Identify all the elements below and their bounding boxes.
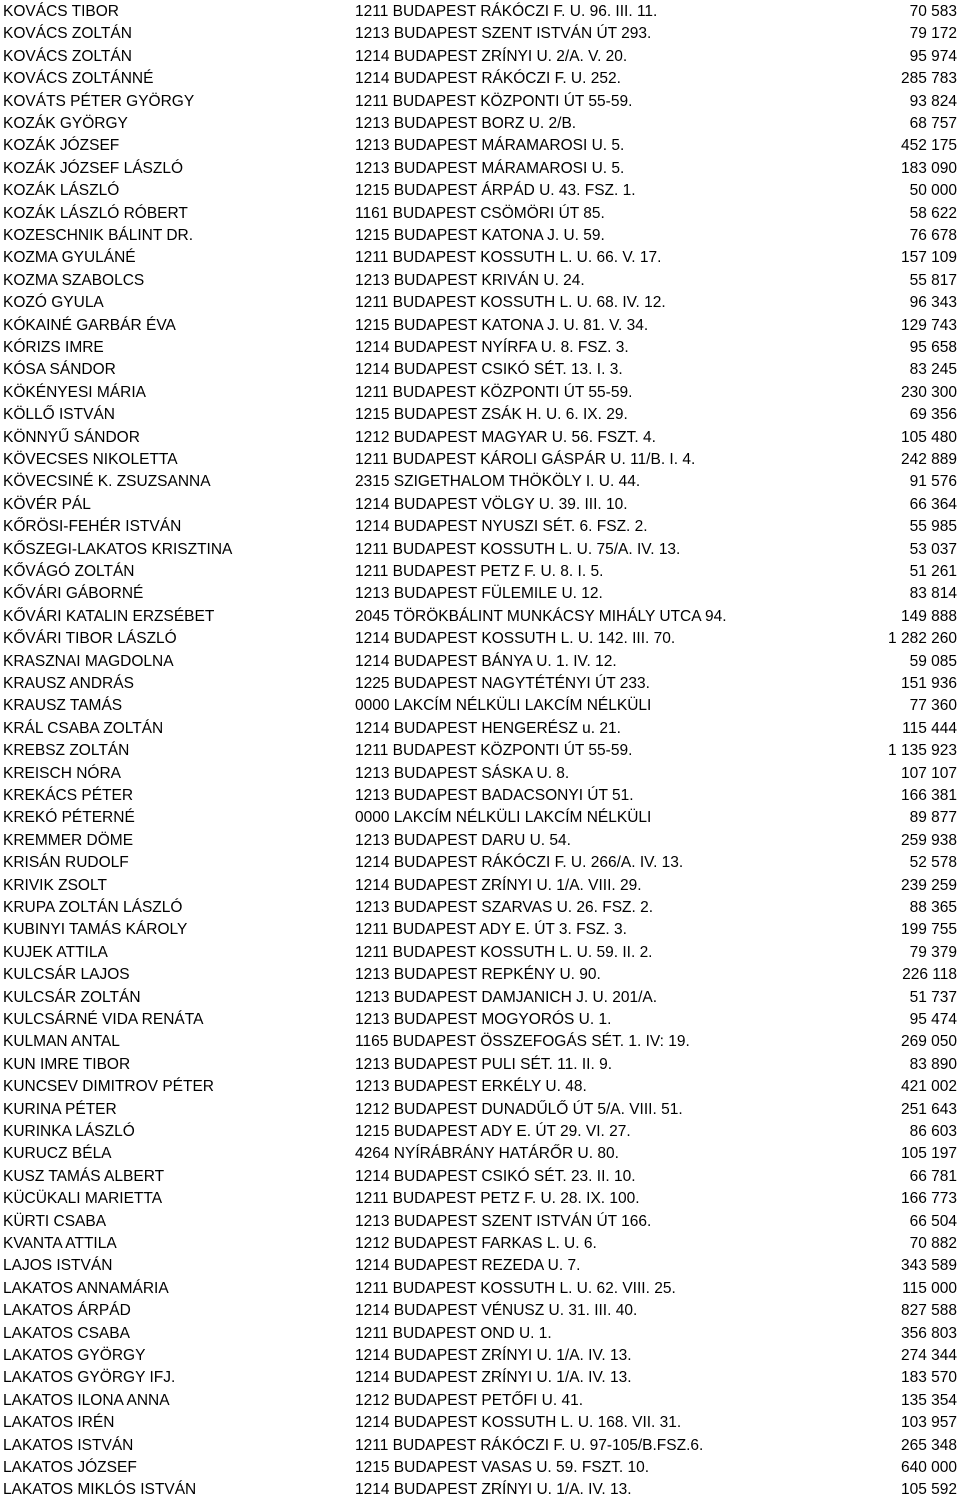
table-row <box>0 1412 960 1434</box>
address: 1225 BUDAPEST NAGYTÉTÉNYI ÚT 233. <box>355 675 650 692</box>
amount: 129 743 <box>900 316 957 334</box>
amount: 640 000 <box>900 1459 957 1476</box>
table-row <box>0 942 960 964</box>
address: 1211 BUDAPEST KÁROLI GÁSPÁR U. 11/B. I. 4. <box>355 451 696 468</box>
amount: 105 197 <box>900 1145 957 1163</box>
address: 1211 BUDAPEST KOSSUTH L. U. 68. IV. 12. <box>355 294 666 312</box>
table-row <box>0 830 960 852</box>
address: 1213 BUDAPEST ERKÉLY U. 48. <box>355 1078 587 1096</box>
amount: 1 282 260 <box>888 630 957 648</box>
table-row <box>0 1300 960 1322</box>
amount: 83 245 <box>909 361 957 379</box>
address: 1214 BUDAPEST CSIKÓ SÉT. 13. I. 3. <box>355 361 623 379</box>
address: 1211 BUDAPEST PETZ F. U. 28. IX. 100. <box>355 1190 640 1208</box>
amount: 421 002 <box>900 1078 957 1096</box>
person-name: KURINA PÉTER <box>3 1100 117 1118</box>
person-name: KULCSÁRNÉ VIDA RENÁTA <box>3 1011 204 1028</box>
person-name: LAKATOS ISTVÁN <box>3 1436 134 1454</box>
person-name: LAKATOS IRÉN <box>3 1414 115 1432</box>
person-name: KOZÁK JÓZSEF <box>3 137 120 155</box>
amount: 50 000 <box>909 182 957 200</box>
table-row <box>0 606 960 628</box>
address: 1211 BUDAPEST OND U. 1. <box>355 1324 552 1342</box>
address: 1213 BUDAPEST BORZ U. 2/B. <box>355 115 577 132</box>
amount: 66 504 <box>909 1212 957 1230</box>
address: 1211 BUDAPEST KOSSUTH L. U. 59. II. 2. <box>355 943 653 961</box>
address: 1211 BUDAPEST KOSSUTH L. U. 62. VIII. 25. <box>355 1279 676 1297</box>
address: 1211 BUDAPEST RÁKÓCZI F. U. 97-105/B.FSZ.6. <box>355 1436 704 1454</box>
address: 1215 BUDAPEST KATONA J. U. 81. V. 34. <box>355 316 649 334</box>
table-row <box>0 718 960 740</box>
address: 1212 BUDAPEST FARKAS L. U. 6. <box>355 1235 597 1252</box>
table-row <box>0 1457 960 1479</box>
table-row <box>0 1255 960 1277</box>
table-row <box>0 1009 960 1031</box>
table-row <box>0 449 960 471</box>
amount: 96 343 <box>909 294 957 312</box>
table-row <box>0 494 960 516</box>
amount: 76 678 <box>909 227 957 244</box>
person-name: KURINKA LÁSZLÓ <box>3 1123 135 1140</box>
table-row <box>0 897 960 919</box>
person-name: KUN IMRE TIBOR <box>3 1055 131 1073</box>
amount: 183 570 <box>900 1369 957 1387</box>
person-name: KVANTA ATTILA <box>3 1235 117 1252</box>
person-name: KOZMA GYULÁNÉ <box>3 249 136 267</box>
table-row <box>0 1390 960 1412</box>
table-row <box>0 427 960 449</box>
amount: 259 938 <box>900 831 957 849</box>
amount: 157 109 <box>900 249 957 267</box>
amount: 115 000 <box>902 1279 957 1297</box>
amount: 166 773 <box>900 1190 957 1208</box>
person-name: KÖLLŐ ISTVÁN <box>3 406 115 424</box>
table-row <box>0 1076 960 1098</box>
person-name: LAKATOS MIKLÓS ISTVÁN <box>3 1481 197 1499</box>
address: 1213 BUDAPEST MOGYORÓS U. 1. <box>355 1011 612 1028</box>
amount: 55 817 <box>909 271 957 289</box>
address: 1213 BUDAPEST FÜLEMILE U. 12. <box>355 585 603 603</box>
address: 1214 BUDAPEST NYUSZI SÉT. 6. FSZ. 2. <box>355 518 648 536</box>
address: 1213 BUDAPEST BADACSONYI ÚT 51. <box>355 787 634 804</box>
address: 1211 BUDAPEST RÁKÓCZI F. U. 96. III. 11. <box>355 3 658 20</box>
amount: 51 737 <box>909 988 957 1006</box>
table-row <box>0 763 960 785</box>
table-row <box>0 471 960 493</box>
address: 1215 BUDAPEST ÁRPÁD U. 43. FSZ. 1. <box>355 182 636 200</box>
person-name: KULCSÁR ZOLTÁN <box>3 988 141 1006</box>
address: 1215 BUDAPEST ZSÁK H. U. 6. IX. 29. <box>355 406 628 424</box>
table-row <box>0 964 960 986</box>
table-row <box>0 852 960 874</box>
person-name: KULMAN ANTAL <box>3 1033 120 1051</box>
address: 1214 BUDAPEST ZRÍNYI U. 2/A. V. 20. <box>355 47 628 65</box>
person-name: KÖVÉR PÁL <box>3 495 91 513</box>
amount: 105 480 <box>900 428 957 446</box>
table-row <box>0 1435 960 1457</box>
table-row <box>0 807 960 829</box>
address: 0000 LAKCÍM NÉLKÜLI LAKCÍM NÉLKÜLI <box>355 809 652 827</box>
person-name: KŐSZEGI-LAKATOS KRISZTINA <box>3 540 233 558</box>
person-name: KÜCÜKALI MARIETTA <box>3 1190 163 1208</box>
person-name: KRAUSZ ANDRÁS <box>3 675 134 692</box>
person-name: KUSZ TAMÁS ALBERT <box>3 1167 165 1185</box>
amount: 69 356 <box>909 406 957 424</box>
amount: 242 889 <box>900 451 957 468</box>
person-name: KŐVÁRI KATALIN ERZSÉBET <box>3 607 215 625</box>
person-name: LAKATOS GYÖRGY IFJ. <box>3 1369 176 1387</box>
address: 1213 BUDAPEST KRIVÁN U. 24. <box>355 271 585 289</box>
address: 1214 BUDAPEST KOSSUTH L. U. 142. III. 70. <box>355 630 676 648</box>
person-name: LAKATOS ANNAMÁRIA <box>3 1279 169 1297</box>
amount: 95 658 <box>909 339 957 356</box>
address: 2315 SZIGETHALOM THÖKÖLY I. U. 44. <box>355 473 641 491</box>
amount: 183 090 <box>900 159 957 177</box>
amount: 103 957 <box>900 1414 957 1432</box>
table-row <box>0 740 960 762</box>
address: 1211 BUDAPEST KÖZPONTI ÚT 55-59. <box>355 383 633 401</box>
address: 1214 BUDAPEST VÖLGY U. 39. III. 10. <box>355 495 628 513</box>
amount: 274 344 <box>900 1347 957 1364</box>
address: 1214 BUDAPEST NYÍRFA U. 8. FSZ. 3. <box>355 339 629 356</box>
amount: 115 444 <box>902 719 957 737</box>
address: 1211 BUDAPEST KOSSUTH L. U. 75/A. IV. 13. <box>355 540 681 558</box>
address: 4264 NYÍRÁBRÁNY HATÁRŐR U. 80. <box>355 1145 619 1163</box>
table-row <box>0 315 960 337</box>
address: 1214 BUDAPEST VÉNUSZ U. 31. III. 40. <box>355 1302 638 1320</box>
person-name: KÓSA SÁNDOR <box>3 361 116 379</box>
amount: 83 814 <box>909 585 957 603</box>
address: 1214 BUDAPEST ZRÍNYI U. 1/A. IV. 13. <box>355 1481 632 1499</box>
amount: 91 576 <box>909 473 957 491</box>
person-name: KŐVÁRI TIBOR LÁSZLÓ <box>3 630 177 648</box>
amount: 79 379 <box>909 943 957 961</box>
person-name: KOVÁCS ZOLTÁNNÉ <box>3 70 154 88</box>
table-row <box>0 1099 960 1121</box>
amount: 53 037 <box>909 540 957 558</box>
person-name: LAKATOS JÓZSEF <box>3 1459 137 1476</box>
address: 1214 BUDAPEST HENGERÉSZ u. 21. <box>355 719 621 737</box>
table-row <box>0 1143 960 1165</box>
person-name: KŐRÖSI-FEHÉR ISTVÁN <box>3 518 182 536</box>
address: 1211 BUDAPEST KOSSUTH L. U. 66. V. 17. <box>355 249 662 267</box>
table-row <box>0 1166 960 1188</box>
address: 1215 BUDAPEST ADY E. ÚT 29. VI. 27. <box>355 1123 631 1140</box>
amount: 66 781 <box>909 1167 957 1185</box>
table-row <box>0 225 960 247</box>
amount: 199 755 <box>900 921 957 939</box>
table-row <box>0 91 960 113</box>
address: 1214 BUDAPEST ZRÍNYI U. 1/A. IV. 13. <box>355 1347 632 1364</box>
amount: 151 936 <box>900 675 957 692</box>
amount: 239 259 <box>900 876 957 894</box>
person-name: KÓKAINÉ GARBÁR ÉVA <box>3 316 176 334</box>
person-name: KREISCH NÓRA <box>3 764 121 782</box>
person-name: KOVÁCS ZOLTÁN <box>3 25 132 43</box>
table-row <box>0 516 960 538</box>
address: 1214 BUDAPEST BÁNYA U. 1. IV. 12. <box>355 652 617 670</box>
amount: 226 118 <box>902 966 957 984</box>
amount: 88 365 <box>909 899 957 916</box>
person-name: KÖVECSES NIKOLETTA <box>3 451 178 468</box>
person-name: KÖNNYŰ SÁNDOR <box>3 428 140 446</box>
amount: 58 622 <box>909 204 957 222</box>
table-row <box>0 404 960 426</box>
person-name: KOVÁCS TIBOR <box>3 3 119 20</box>
table-row <box>0 270 960 292</box>
person-name: KÓRIZS IMRE <box>3 339 104 356</box>
address: 2045 TÖRÖKBÁLINT MUNKÁCSY MIHÁLY UTCA 94. <box>355 607 727 625</box>
address: 1214 BUDAPEST RÁKÓCZI F. U. 252. <box>355 70 621 88</box>
amount: 265 348 <box>900 1436 957 1454</box>
amount: 51 261 <box>909 563 957 580</box>
amount: 105 592 <box>900 1481 957 1499</box>
amount: 68 757 <box>909 115 957 132</box>
address: 1213 BUDAPEST SZENT ISTVÁN ÚT 293. <box>355 25 652 43</box>
table-row <box>0 628 960 650</box>
amount: 66 364 <box>909 495 957 513</box>
table-row <box>0 1188 960 1210</box>
table-row <box>0 292 960 314</box>
amount: 95 974 <box>909 47 957 65</box>
address: 0000 LAKCÍM NÉLKÜLI LAKCÍM NÉLKÜLI <box>355 697 652 715</box>
amount: 70 583 <box>909 3 957 20</box>
amount: 93 824 <box>909 92 957 110</box>
person-name: LAKATOS GYÖRGY <box>3 1347 146 1364</box>
amount: 452 175 <box>900 137 957 155</box>
amount: 343 589 <box>900 1257 957 1275</box>
person-name: KOZÓ GYULA <box>3 294 104 312</box>
address: 1215 BUDAPEST VASAS U. 59. FSZT. 10. <box>355 1459 650 1476</box>
amount: 70 882 <box>909 1235 957 1252</box>
address: 1213 BUDAPEST DAMJANICH J. U. 201/A. <box>355 988 658 1006</box>
person-name: KREBSZ ZOLTÁN <box>3 742 130 760</box>
address: 1213 BUDAPEST MÁRAMAROSI U. 5. <box>355 137 625 155</box>
table-row <box>0 337 960 359</box>
address: 1213 BUDAPEST SÁSKA U. 8. <box>355 764 570 782</box>
address: 1214 BUDAPEST ZRÍNYI U. 1/A. IV. 13. <box>355 1369 632 1387</box>
amount: 52 578 <box>909 854 957 872</box>
table-row <box>0 359 960 381</box>
person-name: KRASZNAI MAGDOLNA <box>3 652 174 670</box>
person-name: KUBINYI TAMÁS KÁROLY <box>3 921 188 939</box>
address: 1214 BUDAPEST CSIKÓ SÉT. 23. II. 10. <box>355 1167 636 1185</box>
person-name: KUJEK ATTILA <box>3 943 108 961</box>
address: 1211 BUDAPEST KÖZPONTI ÚT 55-59. <box>355 742 633 760</box>
table-row <box>0 1054 960 1076</box>
address: 1214 BUDAPEST KOSSUTH L. U. 168. VII. 31. <box>355 1414 682 1432</box>
person-name: KOZÁK LÁSZLÓ <box>3 182 120 200</box>
person-name: KÖKÉNYESI MÁRIA <box>3 383 146 401</box>
person-name: KÜRTI CSABA <box>3 1212 107 1230</box>
table-row <box>0 539 960 561</box>
address: 1215 BUDAPEST KATONA J. U. 59. <box>355 227 605 244</box>
table-row <box>0 158 960 180</box>
amount: 230 300 <box>900 383 957 401</box>
person-name: KRIVIK ZSOLT <box>3 876 107 894</box>
address: 1212 BUDAPEST PETŐFI U. 41. <box>355 1391 583 1409</box>
table-row <box>0 987 960 1009</box>
person-name: KOZESCHNIK BÁLINT DR. <box>3 227 194 244</box>
person-name: KOZMA SZABOLCS <box>3 271 145 289</box>
table-row <box>0 1233 960 1255</box>
amount: 89 877 <box>909 809 957 827</box>
amount: 86 603 <box>909 1123 957 1140</box>
address: 1213 BUDAPEST PULI SÉT. 11. II. 9. <box>355 1055 613 1073</box>
person-name: KREMMER DÖME <box>3 831 134 849</box>
table-row <box>0 180 960 202</box>
table-row <box>0 113 960 135</box>
person-name: KREKÁCS PÉTER <box>3 787 134 804</box>
amount: 83 890 <box>909 1055 957 1073</box>
table-row <box>0 247 960 269</box>
person-name: KOZÁK JÓZSEF LÁSZLÓ <box>3 159 184 177</box>
table-row <box>0 46 960 68</box>
person-name: KOZÁK GYÖRGY <box>3 115 128 132</box>
person-name: KURUCZ BÉLA <box>3 1145 112 1163</box>
address: 1211 BUDAPEST PETZ F. U. 8. I. 5. <box>355 563 604 580</box>
table-row <box>0 919 960 941</box>
amount: 827 588 <box>900 1302 957 1320</box>
table-row <box>0 695 960 717</box>
table-row <box>0 785 960 807</box>
person-name: KRUPA ZOLTÁN LÁSZLÓ <box>3 899 183 916</box>
amount: 1 135 923 <box>888 742 957 760</box>
address: 1214 BUDAPEST RÁKÓCZI F. U. 266/A. IV. 13. <box>355 854 684 872</box>
address: 1161 BUDAPEST CSÖMÖRI ÚT 85. <box>355 204 605 222</box>
table-row <box>0 583 960 605</box>
person-name: KÖVECSINÉ K. ZSUZSANNA <box>3 473 211 491</box>
table-row <box>0 1278 960 1300</box>
amount: 356 803 <box>900 1324 957 1342</box>
table-row <box>0 135 960 157</box>
table-row <box>0 561 960 583</box>
address: 1213 BUDAPEST REPKÉNY U. 90. <box>355 966 601 984</box>
amount: 149 888 <box>900 607 957 625</box>
table-row <box>0 1345 960 1367</box>
table-row <box>0 1121 960 1143</box>
amount: 166 381 <box>900 787 957 804</box>
amount: 269 050 <box>900 1033 957 1051</box>
address: 1211 BUDAPEST KÖZPONTI ÚT 55-59. <box>355 92 633 110</box>
person-name: KRISÁN RUDOLF <box>3 854 129 872</box>
address: 1213 BUDAPEST DARU U. 54. <box>355 831 571 849</box>
amount: 55 985 <box>909 518 957 536</box>
person-name: LAKATOS ÁRPÁD <box>3 1302 131 1320</box>
person-name: KULCSÁR LAJOS <box>3 966 130 984</box>
person-name: KUNCSEV DIMITROV PÉTER <box>3 1078 214 1096</box>
amount: 251 643 <box>900 1100 957 1118</box>
table-row <box>0 382 960 404</box>
address: 1165 BUDAPEST ÖSSZEFOGÁS SÉT. 1. IV: 19. <box>355 1033 690 1051</box>
amount: 107 107 <box>900 764 957 782</box>
person-name: KRÁL CSABA ZOLTÁN <box>3 719 164 737</box>
person-name: KOVÁCS ZOLTÁN <box>3 47 132 65</box>
person-name: KOZÁK LÁSZLÓ RÓBERT <box>3 204 188 222</box>
table-row <box>0 1323 960 1345</box>
table-row <box>0 1031 960 1053</box>
person-name: LAKATOS ILONA ANNA <box>3 1391 170 1409</box>
person-name: KRAUSZ TAMÁS <box>3 697 123 715</box>
amount: 135 354 <box>900 1391 957 1409</box>
address: 1213 BUDAPEST SZARVAS U. 26. FSZ. 2. <box>355 899 654 916</box>
address: 1212 BUDAPEST DUNADŰLŐ ÚT 5/A. VIII. 51. <box>355 1100 683 1118</box>
address: 1213 BUDAPEST SZENT ISTVÁN ÚT 166. <box>355 1212 652 1230</box>
table-row <box>0 875 960 897</box>
table-row <box>0 1211 960 1233</box>
person-name: KOVÁTS PÉTER GYÖRGY <box>3 92 195 110</box>
person-name: KREKÓ PÉTERNÉ <box>3 809 135 827</box>
table-row <box>0 651 960 673</box>
table-row <box>0 1367 960 1389</box>
person-name: LAKATOS CSABA <box>3 1324 130 1342</box>
amount: 79 172 <box>909 25 957 43</box>
table-row <box>0 68 960 90</box>
person-name: LAJOS ISTVÁN <box>3 1257 113 1275</box>
table-row <box>0 1 960 23</box>
address: 1213 BUDAPEST MÁRAMAROSI U. 5. <box>355 159 625 177</box>
amount: 77 360 <box>909 697 957 715</box>
amount: 59 085 <box>909 652 957 670</box>
address: 1211 BUDAPEST ADY E. ÚT 3. FSZ. 3. <box>355 921 627 939</box>
amount: 95 474 <box>909 1011 957 1028</box>
table-row <box>0 203 960 225</box>
address: 1214 BUDAPEST ZRÍNYI U. 1/A. VIII. 29. <box>355 876 642 894</box>
table-row <box>0 673 960 695</box>
address: 1214 BUDAPEST REZEDA U. 7. <box>355 1257 581 1275</box>
amount: 285 783 <box>900 70 957 88</box>
person-name: KŐVÁGÓ ZOLTÁN <box>3 563 135 580</box>
table-row <box>0 1479 960 1501</box>
table-row <box>0 23 960 45</box>
address: 1212 BUDAPEST MAGYAR U. 56. FSZT. 4. <box>355 428 656 446</box>
person-name: KŐVÁRI GÁBORNÉ <box>3 585 144 603</box>
